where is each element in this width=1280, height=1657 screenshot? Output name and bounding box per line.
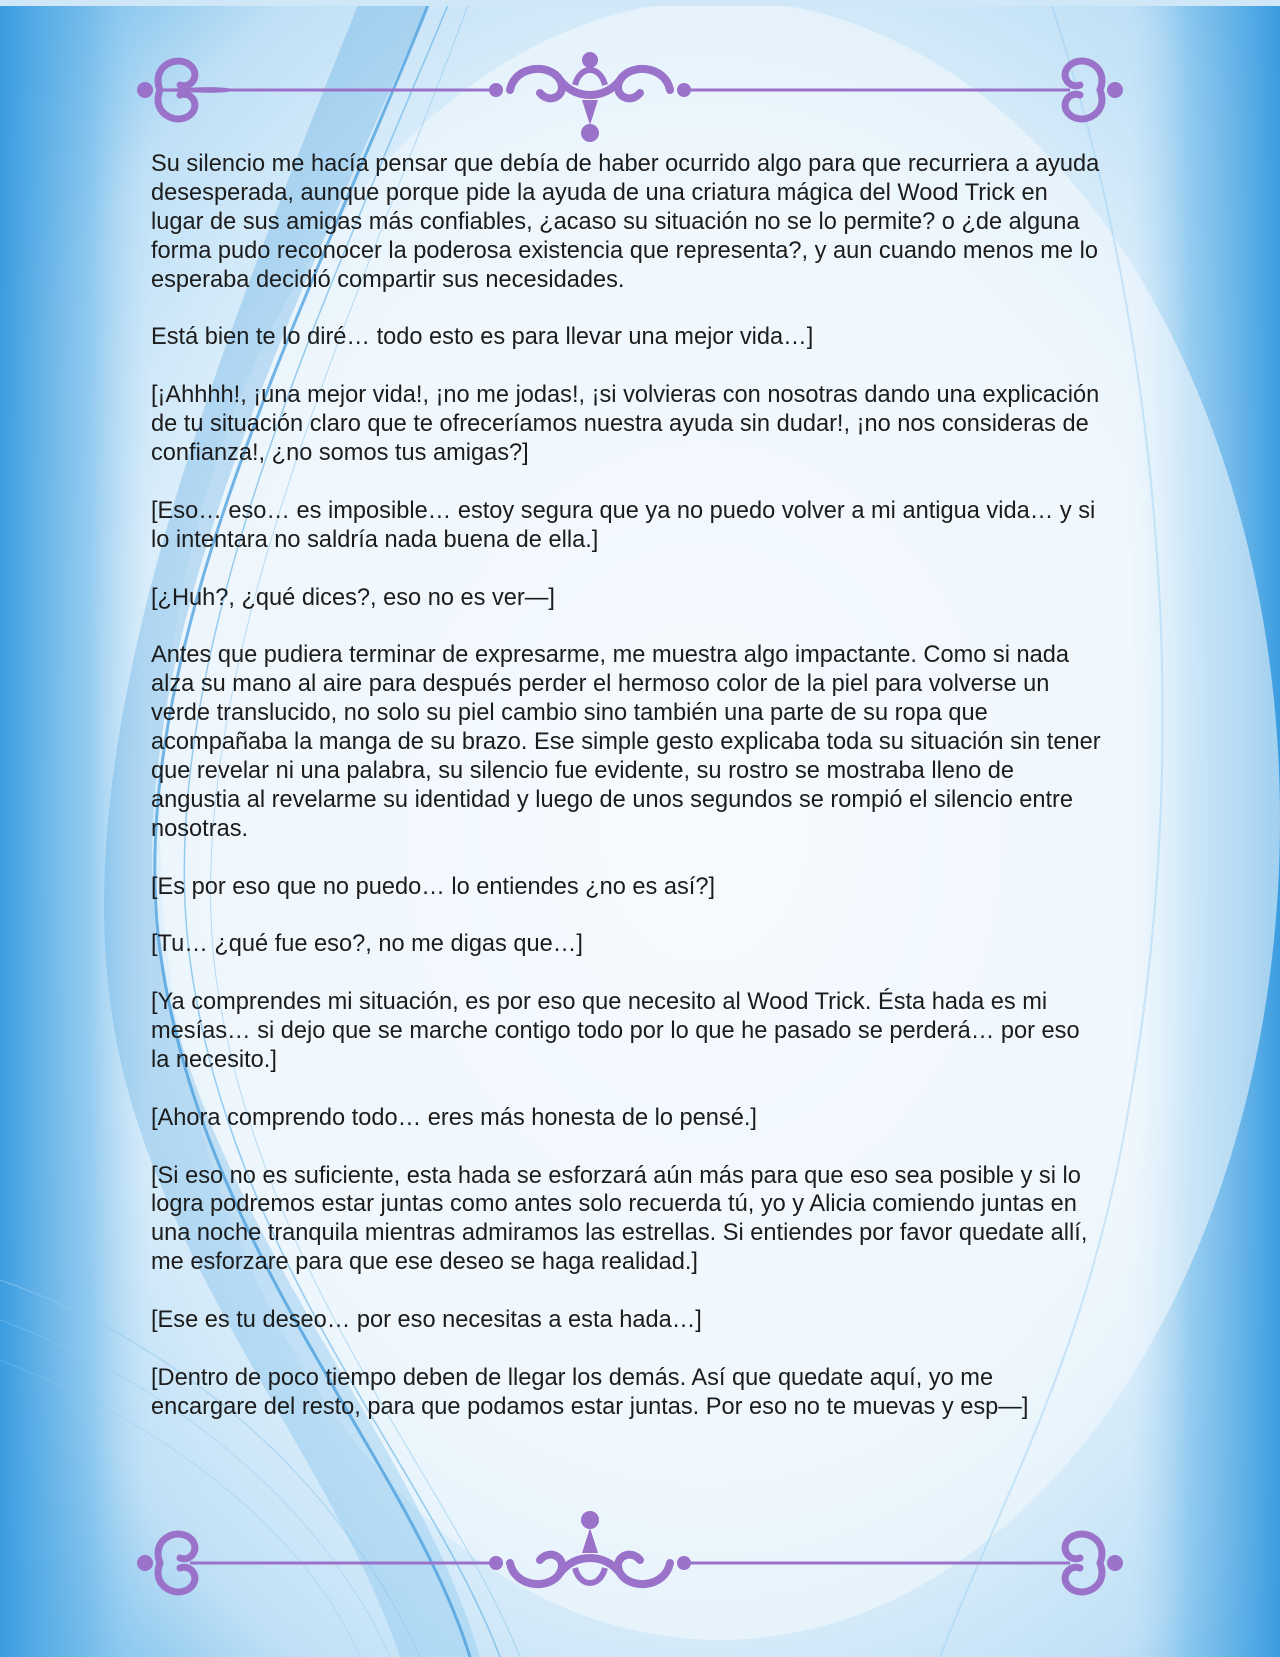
paragraph: [Dentro de poco tiempo deben de llegar los demás. Así que quedate aquí, yo me encargare del resto, para que podamos estar juntas. Por eso no te muevas y esp—] [151, 1364, 1029, 1420]
paragraph: [Ya comprendes mi situación, es por eso que necesito al Wood Trick. Ésta hada es mi mesías… si dejo que se marche contigo todo por lo que he pasado se perderá… por eso la necesito.] [151, 989, 1080, 1073]
paragraph: Está bien te lo diré… todo esto es para llevar una mejor vida…] [151, 324, 814, 351]
paragraph: [¿Huh?, ¿qué dices?, eso no es ver—] [151, 584, 555, 611]
paragraph: [Eso… eso… es imposible… estoy segura que ya no puedo volver a mi antigua vida… y si lo intentara no saldría nada buena de ella.] [151, 497, 1096, 553]
paragraph: [Es por eso que no puedo… lo entiendes ¿no es así?] [151, 873, 716, 900]
scroll-flourish-icon [130, 45, 1130, 145]
paragraph: [¡Ahhhh!, ¡una mejor vida!, ¡no me jodas!, ¡si volvieras con nosotras dando una explicación de tu situación claro que te ofreceríamos nuestra ayuda sin dudar!, ¡no nos consideras de confianza!, ¿no somos tus amigas?] [151, 382, 1100, 467]
paragraph: [Si eso no es suficiente, esta hada se esforzará aún más para que eso sea posible y si lo logra podremos estar juntas como antes solo recuerda tú, yo y Alicia comiendo juntas en una noche tranquila mientras admiramos las estrellas. Si entiendes por favor quedate allí, me esforzare para que ese deseo se haga realidad.] [151, 1162, 1088, 1276]
paragraph: [Tu… ¿qué fue eso?, no me digas que…] [151, 931, 583, 958]
paragraph: Su silencio me hacía pensar que debía de haber ocurrido algo para que recurriera a ayuda desesperada, aunque porque pide la ayuda de una criatura mágica del Wood Trick en lugar de sus amigas más confiables, ¿acaso su situación no se lo permite? o ¿de alguna forma pudo reconocer la poderosa existencia que representa?, y aun cuando menos me lo esperaba decidió compartir sus necesidades. [151, 151, 1100, 293]
story-text [151, 150, 1101, 1451]
paragraph: [Ese es tu deseo… por eso necesitas a esta hada…] [151, 1307, 702, 1334]
scroll-flourish-icon [130, 1508, 1130, 1608]
paragraph: [Ahora comprendo todo… eres más honesta de lo pensé.] [151, 1104, 757, 1131]
paragraph: Antes que pudiera terminar de expresarme, me muestra algo impactante. Como si nada alza su mano al aire para después perder el hermoso color de la piel para volverse un verde translucido, no solo su piel cambio sino también una parte de su ropa que acompañaba la manga de su brazo. Ese simple gesto explicaba toda su situación sin tener que revelar ni una palabra, su silencio fue evidente, su rostro se mostraba lleno de angustia al revelarme su identidad y luego de unos segundos se rompió el silencio entre nosotras. [151, 642, 1101, 842]
